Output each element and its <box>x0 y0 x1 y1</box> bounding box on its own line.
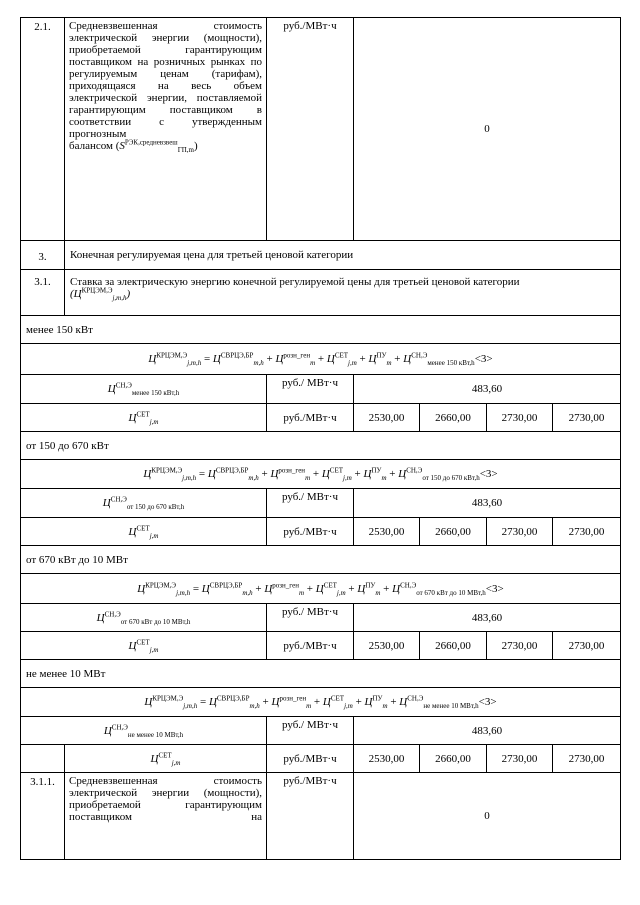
formula: $Ц^{КРЦЭМ,Э}_{j,m,h} = Ц^{СВРЦЭ,БР}_{m,h} + Ц^{розн\_ген}_m + Ц^{СЕТ}_{j,m} + Ц^{ПУ}_m + Ц^{СН,Э}_{не менее 10 МВт,h}<3>$ <box>21 688 621 717</box>
formula-symbol: $Ц^{СН,Э}_{от 670 кВт до 10 МВт,h}$ <box>96 609 191 626</box>
set-value: 2730,00 <box>553 404 621 432</box>
row-3-1-1 <box>21 773 621 860</box>
section-title-row <box>21 432 621 460</box>
desc-last-line: балансом $(S^{РЭК,средневзвеш}_{ГП,m})$ <box>69 138 198 155</box>
set-unit: руб./МВт·ч <box>267 745 354 773</box>
set-unit: руб./МВт·ч <box>267 518 354 546</box>
formula-symbol: $Ц^{СЕТ}_{j,m}$ <box>326 351 357 368</box>
formula-symbol: $Ц^{ПУ}_m$ <box>364 694 388 711</box>
set-value: 2660,00 <box>420 404 487 432</box>
section-title: от 150 до 670 кВт <box>21 432 621 460</box>
formula-symbol: $Ц^{СВРЦЭ,БР}_{m,h}$ <box>212 351 264 368</box>
set-value: 2730,00 <box>553 745 621 773</box>
formula: $Ц^{КРЦЭМ,Э}_{j,m,h} = Ц^{СВРЦЭ,БР}_{m,h} + Ц^{розн\_ген}_m + Ц^{СЕТ}_{j,m} + Ц^{ПУ}_m + Ц^{СН,Э}_{от 670 кВт до 10 МВт,h}<3>$ <box>21 574 621 604</box>
row-unit: руб./МВт·ч <box>267 18 354 241</box>
sn-unit: руб./ МВт·ч <box>267 717 354 745</box>
desc-line: (мощности), приобретаемой <box>69 787 262 811</box>
row-unit: руб./МВт·ч <box>267 773 354 860</box>
set-value: 2730,00 <box>487 404 553 432</box>
formula-symbol: $Ц^{СН,Э}_{от 670 кВт до 10 МВт,h}$ <box>392 580 486 597</box>
desc-line: электрической энергии <box>69 32 190 44</box>
formula-symbol: $Ц^{СН,Э}_{не менее 10 МВт,h}$ <box>399 694 479 711</box>
desc-line: электрической энергии <box>69 787 190 799</box>
formula-row <box>21 460 621 489</box>
row-2-1 <box>21 18 621 241</box>
sn-row <box>21 717 621 745</box>
set-value: 2530,00 <box>354 404 420 432</box>
set-value: 2660,00 <box>420 745 487 773</box>
formula-symbol: $Ц^{СЕТ}_{j,m}$ <box>322 694 353 711</box>
formula-row <box>21 574 621 604</box>
formula-row <box>21 688 621 717</box>
set-value: 2660,00 <box>420 518 487 546</box>
formula-symbol: $Ц^{СЕТ}_{j,m}$ <box>150 750 181 767</box>
formula-symbol: $Ц^{СЕТ}_{j,m}$ <box>321 466 352 483</box>
footnote-ref: <3> <box>485 582 504 595</box>
desc-line: поставляемой гарантирующим <box>69 92 262 116</box>
formula: $Ц^{КРЦЭМ,Э}_{j,m,h} = Ц^{СВРЦЭ,БР}_{m,h} + Ц^{розн\_ген}_m + Ц^{СЕТ}_{j,m} + Ц^{ПУ}_m + Ц^{СН,Э}_{менее 150 кВт,h}<3>$ <box>21 344 621 375</box>
set-symbol-cell <box>21 518 267 546</box>
section-title: не менее 10 МВт <box>21 660 621 688</box>
formula-symbol: $Ц^{СЕТ}_{j,m}$ <box>128 523 159 540</box>
formula-symbol: $Ц^{СН,Э}_{менее 150 кВт,h}$ <box>107 381 180 398</box>
tariff-table-body <box>21 18 621 860</box>
set-value: 2530,00 <box>354 745 420 773</box>
formula-symbol: $Ц^{КРЦЭМ,Э}_{j,m,h}$ <box>137 580 191 597</box>
section-title-row <box>21 546 621 574</box>
empty-cell <box>21 745 65 773</box>
formula-symbol: $Ц^{КРЦЭМ,Э}_{j,m,h}$ <box>144 694 198 711</box>
formula-symbol: $Ц^{ПУ}_m$ <box>357 580 381 597</box>
set-row <box>21 404 621 432</box>
desc-line: розничных рынках по <box>153 56 263 68</box>
formula-symbol: $Ц^{СЕТ}_{j,m}$ <box>315 580 346 597</box>
set-row <box>21 745 621 773</box>
set-row <box>21 632 621 660</box>
desc-line: Средневзвешенная стоимость <box>69 20 262 32</box>
set-value: 2730,00 <box>487 745 553 773</box>
symbol-krcem: $(Ц^{КРЦЭМ,Э}_{j,m,h})$ <box>70 286 131 303</box>
tariff-table <box>20 17 621 860</box>
formula-symbol: $Ц^{розн\_ген}_m$ <box>270 466 311 483</box>
desc-line: регулируемым ценам (тарифам), <box>69 68 262 80</box>
footnote-ref: <3> <box>479 468 498 480</box>
set-symbol-cell <box>21 632 267 660</box>
sn-unit: руб./ МВт·ч <box>267 489 354 518</box>
set-unit: руб./МВт·ч <box>267 404 354 432</box>
sn-row <box>21 375 621 404</box>
desc-line: Средневзвешенная стоимость <box>69 775 262 787</box>
row-3-1-description: Ставка за электрическую энергию конечной регулируемой цены для третьей ценовой категории $(Ц^{КРЦЭМ,Э}_{j,m,h})$ <box>65 270 621 316</box>
set-symbol-cell <box>65 745 267 773</box>
section-title: менее 150 кВт <box>21 316 621 344</box>
set-value: 2730,00 <box>553 518 621 546</box>
sn-value: 483,60 <box>354 717 621 745</box>
desc-line: (мощности), приобретаемой <box>69 32 262 56</box>
desc-line: поставщиком в соответствии с <box>69 104 262 128</box>
sn-symbol-cell <box>21 489 267 518</box>
section-title-row <box>21 316 621 344</box>
sn-row <box>21 489 621 518</box>
formula-symbol: $Ц^{розн\_ген}_m$ <box>271 694 312 711</box>
sn-unit: руб./ МВт·ч <box>267 604 354 632</box>
formula: $Ц^{КРЦЭМ,Э}_{j,m,h} = Ц^{СВРЦЭ,БР}_{m,h} + Ц^{розн\_ген}_m + Ц^{СЕТ}_{j,m} + Ц^{ПУ}_m + Ц^{СН,Э}_{от 150 до 670 кВт,h}<3>$ <box>21 460 621 489</box>
row-description <box>65 773 267 860</box>
set-value: 2530,00 <box>354 518 420 546</box>
formula-symbol: $Ц^{СН,Э}_{от 150 до 670 кВт,h}$ <box>102 495 185 512</box>
formula-row <box>21 344 621 375</box>
row-value: 0 <box>354 773 621 860</box>
set-value: 2660,00 <box>420 632 487 660</box>
section-title: от 670 кВт до 10 МВт <box>21 546 621 574</box>
formula-symbol: $Ц^{КРЦЭМ,Э}_{j,m,h}$ <box>148 351 202 368</box>
formula-symbol: $Ц^{ПУ}_m$ <box>363 466 387 483</box>
footnote-ref: <3> <box>478 696 497 708</box>
sn-row <box>21 604 621 632</box>
desc-line: гарантирующим поставщиком на <box>69 799 262 823</box>
formula-symbol: $Ц^{СВРЦЭ,БР}_{m,h}$ <box>208 694 260 711</box>
sn-value: 483,60 <box>354 604 621 632</box>
row-3 <box>21 241 621 270</box>
row-number: 2.1. <box>21 18 65 241</box>
set-row <box>21 518 621 546</box>
row-number: 3.1.1. <box>21 773 65 860</box>
sn-symbol-cell <box>21 717 267 745</box>
footnote-ref: <3> <box>474 353 493 365</box>
formula-symbol: $Ц^{розн\_ген}_m$ <box>264 580 305 597</box>
formula-symbol: $Ц^{СН,Э}_{от 150 до 670 кВт,h}$ <box>398 466 480 483</box>
sn-value: 483,60 <box>354 489 621 518</box>
formula-symbol: $Ц^{СН,Э}_{не менее 10 МВт,h}$ <box>103 722 184 739</box>
formula-symbol: $Ц^{СЕТ}_{j,m}$ <box>128 409 159 426</box>
section-heading: Конечная регулируемая цена для третьей ценовой категории <box>65 241 621 270</box>
formula-symbol: $Ц^{СЕТ}_{j,m}$ <box>128 637 159 654</box>
formula-symbol: $Ц^{СВРЦЭ,БР}_{m,h}$ <box>207 466 259 483</box>
set-value: 2530,00 <box>354 632 420 660</box>
sn-unit: руб./ МВт·ч <box>267 375 354 404</box>
desc-line: гарантирующим поставщиком на <box>69 44 262 68</box>
section-title-row <box>21 660 621 688</box>
set-symbol-cell <box>21 404 267 432</box>
sn-symbol-cell <box>21 375 267 404</box>
formula-symbol: $Ц^{розн\_ген}_m$ <box>275 351 316 368</box>
desc-line: электрической энергии, <box>69 92 187 104</box>
set-value: 2730,00 <box>553 632 621 660</box>
set-unit: руб./МВт·ч <box>267 632 354 660</box>
formula-symbol: $Ц^{СВРЦЭ,БР}_{m,h}$ <box>201 580 253 597</box>
row-number: 3.1. <box>21 270 65 316</box>
sn-value: 483,60 <box>354 375 621 404</box>
formula-symbol: $Ц^{КРЦЭМ,Э}_{j,m,h}$ <box>143 466 197 483</box>
desc-line: утвержденным прогнозным <box>69 116 262 140</box>
row-description <box>65 18 267 241</box>
row-number: 3. <box>21 241 65 270</box>
set-value: 2730,00 <box>487 518 553 546</box>
sn-symbol-cell <box>21 604 267 632</box>
desc-line: приходящаяся на весь объем <box>69 80 262 92</box>
formula-symbol: $Ц^{СН,Э}_{менее 150 кВт,h}$ <box>403 351 475 368</box>
formula-symbol: $Ц^{ПУ}_m$ <box>368 351 392 368</box>
set-value: 2730,00 <box>487 632 553 660</box>
row-3-1 <box>21 270 621 316</box>
row-value: 0 <box>354 18 621 241</box>
